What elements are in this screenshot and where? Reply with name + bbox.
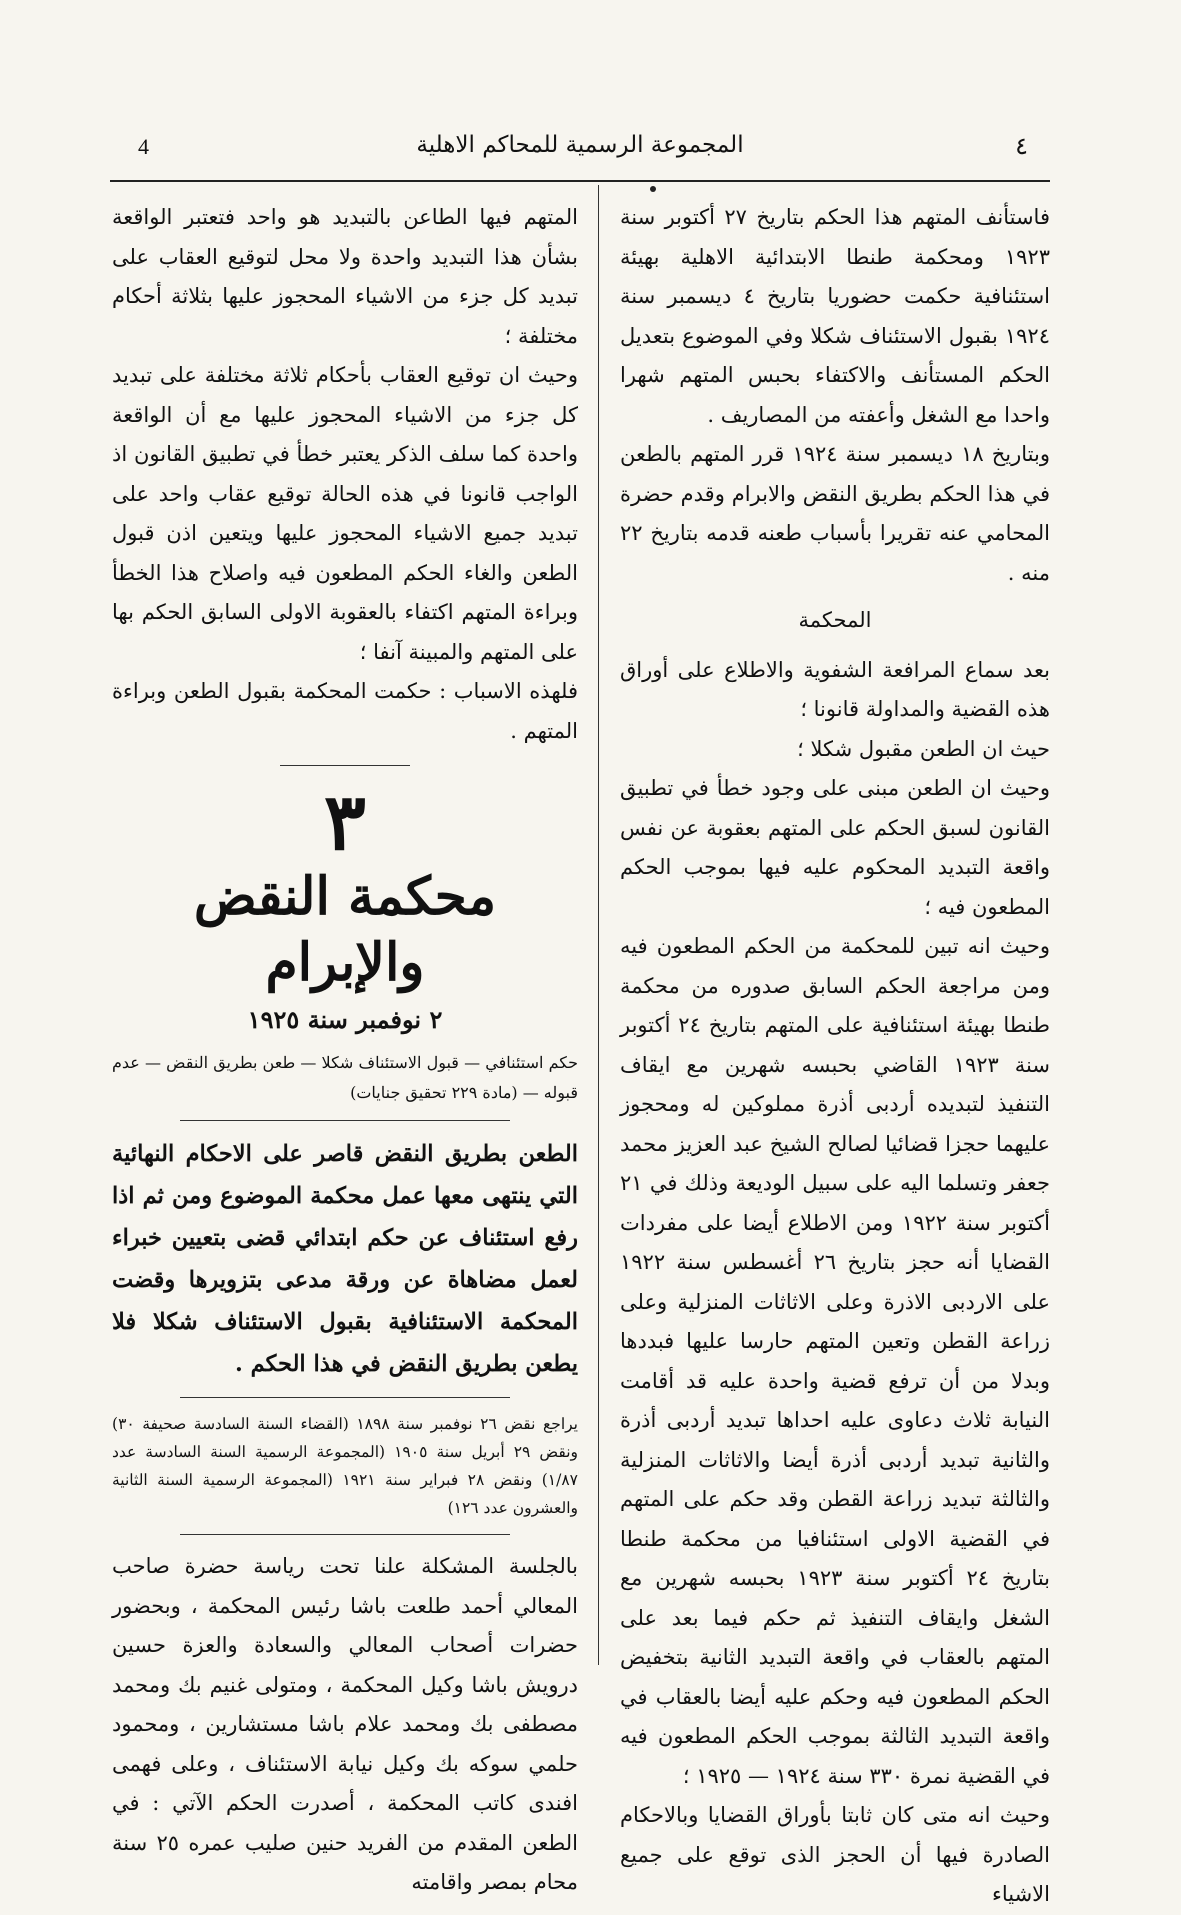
separator-rule — [280, 765, 410, 766]
separator-rule — [180, 1120, 510, 1121]
court-date: ٢ نوفمبر سنة ١٩٢٥ — [247, 1005, 443, 1034]
paragraph: حيث ان الطعن مقبول شكلا ؛ — [797, 736, 1050, 761]
case-summary: حكم استئنافي — قبول الاستئناف شكلا — طعن بطريق النقض — عدم قبوله — (مادة ٢٢٩ تحقيق جنايات) — [112, 1053, 578, 1102]
paragraph: وبتاريخ ١٨ ديسمبر سنة ١٩٢٤ قرر المتهم بالطعن في هذا الحكم بطريق النقض والابرام وقدم حضرة المحامي عنه تقريرا بأسباب طعنه قدمه بتاريخ ٢٢ منه . — [620, 442, 1050, 585]
right-column — [620, 198, 1050, 1915]
column-divider — [598, 185, 599, 1665]
court-name: محكمة النقض والإبرام — [193, 866, 497, 993]
journal-title: المجموعة الرسمية للمحاكم الاهلية — [416, 132, 744, 158]
paragraph: بعد سماع المرافعة الشفوية والاطلاع على أوراق هذه القضية والمداولة قانونا ؛ — [620, 657, 1050, 721]
left-column — [112, 198, 578, 1903]
verdict: فلهذه الاسباب : حكمت المحكمة بقبول الطعن وبراءة المتهم . — [112, 679, 578, 743]
ornament-dot — [650, 186, 656, 192]
paragraph: المتهم فيها الطاعن بالتبديد هو واحد فتعتبر الواقعة بشأن هذا التبديد واحدة ولا محل لتوقيع العقاب على تبديد كل جزء من الاشياء المحجوز عليها بثلاثة أحكام مختلفة ؛ — [112, 205, 578, 348]
paragraph: وحيث ان توقيع العقاب بأحكام ثلاثة مختلفة على تبديد كل جزء من الاشياء المحجوز عليها مع أن الواقعة واحدة كما سلف الذكر يعتبر خطأ في تطبيق القانون اذ الواجب قانونا في هذه الحالة توقيع عقاب واحد على تبديد جميع الاشياء المحجوز عليها ويتعين اذن قبول الطعن والغاء الحكم المطعون فيه واصلاح هذا الخطأ وبراءة المتهم اكتفاء بالعقوبة الاولى السابق الحكم بها على المتهم والمبينة آنفا ؛ — [112, 363, 578, 664]
separator-rule — [180, 1534, 510, 1535]
section-heading: المحكمة — [798, 608, 872, 632]
running-header — [110, 128, 1050, 172]
references: يراجع نقض ٢٦ نوفمبر سنة ١٨٩٨ (القضاء السنة السادسة صحيفة ٣٠) ونقض ٢٩ أبريل سنة ١٩٠٥ (المجموعة الرسمية السنة السادسة عدد ١/٨٧) ونقض ٢٨ فبراير سنة ١٩٢١ (المجموعة الرسمية السنة الثانية والعشرون عدد ١٢٦) — [112, 1415, 578, 1517]
paragraph: فاستأنف المتهم هذا الحكم بتاريخ ٢٧ أكتوبر سنة ١٩٢٣ ومحكمة طنطا الابتدائية الاهلية بهيئة استئنافية حكمت حضوريا بتاريخ ٤ ديسمبر سنة ١٩٢٤ بقبول الاستئناف شكلا وفي الموضوع بتعديل الحكم المستأنف والاكتفاء بحبس المتهم شهرا واحدا مع الشغل وأعفته من المصاريف . — [620, 205, 1050, 427]
paragraph: وحيث انه تبين للمحكمة من الحكم المطعون فيه ومن مراجعة الحكم السابق صدوره من محكمة طنطا بهيئة استئنافية على المتهم بتاريخ ٢٤ أكتوبر سنة ١٩٢٣ القاضي بحبسه شهرين مع ايقاف التنفيذ لتبديده أردبى أذرة مملوكين له ومحجوز عليهما حجزا قضائيا لصالح الشيخ عبد العزيز محمد جعفر وتسلما اليه على سبيل الوديعة وذلك في ٢١ أكتوبر سنة ١٩٢٢ ومن الاطلاع أيضا على مفردات القضايا أنه حجز بتاريخ ٢٦ أغسطس سنة ١٩٢٢ على الاردبى الاذرة وعلى الاثاثات المنزلية وعلى زراعة القطن وتعين المتهم حارسا عليها فبددها وبدلا من أن ترفع قضية واحدة عليه قد أقامت النيابة ثلاث دعاوى عليه احداها تبديد أردبى أذرة والثانية تبديد أردبى أذرة أيضا والاثاثات المنزلية والثالثة تبديد زراعة القطن وقد حكم على المتهم في القضية الاولى استئنافيا من محكمة طنطا بتاريخ ٢٤ أكتوبر سنة ١٩٢٣ بحبسه شهرين مع الشغل وايقاف التنفيذ ثم حكم فيما بعد على المتهم بالعقاب في واقعة التبديد الثانية بتخفيض الحكم المطعون فيه وحكم عليه أيضا بالعقاب في واقعة التبديد الثالثة بموجب الحكم المطعون فيه في القضية نمرة ٣٣٠ سنة ١٩٢٤ — ١٩٢٥ ؛ — [620, 934, 1051, 1788]
paragraph: وحيث ان الطعن مبنى على وجود خطأ في تطبيق القانون لسبق الحكم على المتهم بعقوبة عن نفس واقعة التبديد المحكوم عليه فيها بموجب الحكم المطعون فيه ؛ — [620, 776, 1050, 919]
legal-principle: الطعن بطريق النقض قاصر على الاحكام النهائية التي ينتهى معها عمل محكمة الموضوع ومن ثم اذا رفع استئناف عن حكم ابتدائي قضى بتعيين خبراء لعمل مضاهاة عن ورقة مدعى بتزويرها وقضت المحكمة الاستئنافية بقبول الاستئناف شكلا فلا يطعن بطريق النقض في هذا الحكم . — [112, 1141, 578, 1377]
page-number-left: 4 — [138, 134, 149, 159]
paragraph: وحيث انه متى كان ثابتا بأوراق القضايا وبالاحكام الصادرة فيها أن الحجز الذى توقع على جميع الاشياء — [620, 1803, 1050, 1906]
header-rule — [110, 180, 1050, 182]
page-number-right: ٤ — [1015, 132, 1028, 160]
case-number: ٣ — [324, 777, 366, 868]
paragraph: بالجلسة المشكلة علنا تحت رياسة حضرة صاحب المعالي أحمد طلعت باشا رئيس المحكمة ، وبحضور حضرات أصحاب المعالي والسعادة والعزة حسين درويش باشا وكيل المحكمة ، ومتولى غنيم بك ومحمد مصطفى بك ومحمد علام باشا مستشارين ، ومحمود حلمي سوكه بك وكيل نيابة الاستئناف ، وعلى فهمى افندى كاتب المحكمة ، أصدرت الحكم الآتي : في الطعن المقدم من الفريد حنين صليب عمره ٢٥ سنة محام بمصر واقامته — [112, 1554, 578, 1894]
separator-rule — [180, 1397, 510, 1398]
